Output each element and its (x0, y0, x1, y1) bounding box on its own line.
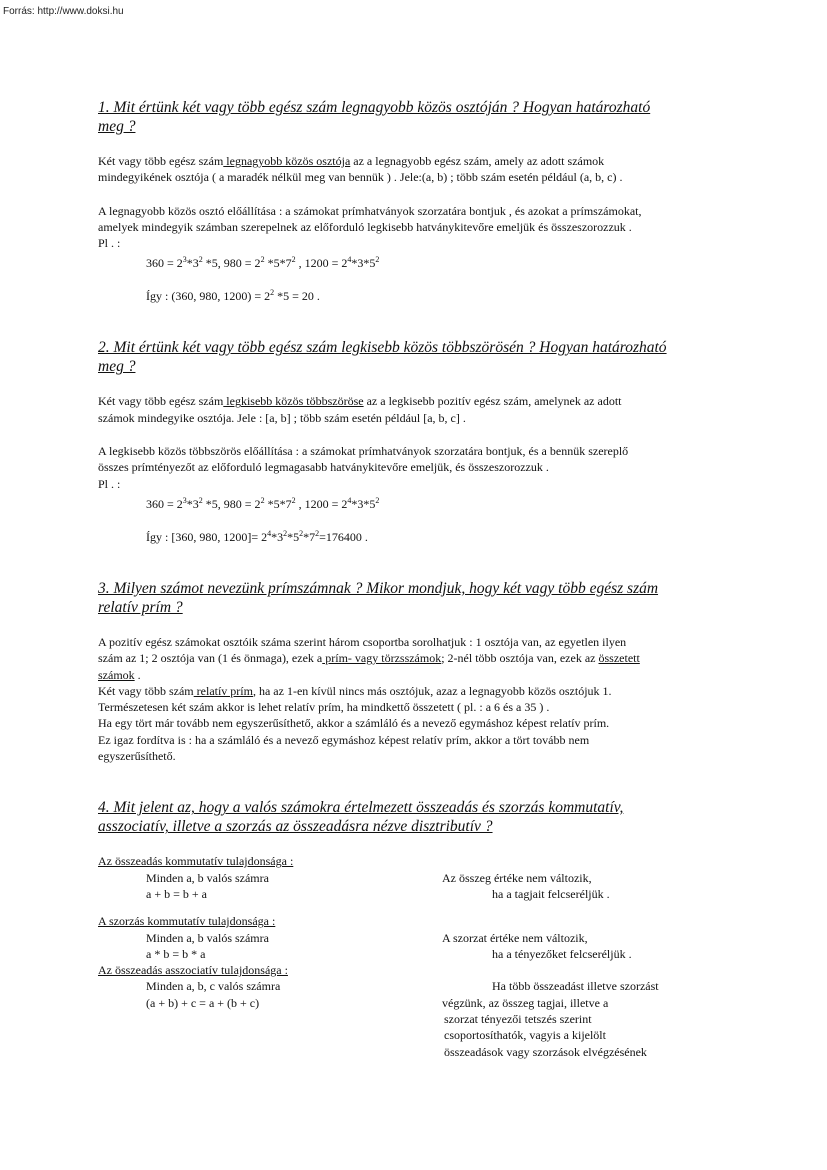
section-2-title: 2. Mit értünk két vagy több egész szám legkisebb közös többszörösén ? Hogyan határozható meg ? (98, 339, 667, 376)
section-1-title: 1. Mit értünk két vagy több egész szám legnagyobb közös osztóján ? Hogyan határozható meg ? (98, 99, 651, 135)
section-3-body: A pozitív egész számokat osztóik száma szerint három csoportba sorolhatjuk : 1 osztója van, az egyetlen ilyen szám az 1; 2 osztója van (1 és önmaga), ezek a prím- vagy törzsszámok; 2-nél több osztója van, ezek az összetett számok . Két vagy több szám relatív prím, ha az 1-en kívül nincs más osztójuk, azaz a legnagyobb közös osztójuk 1. Természetesen két szám akkor is lehet relatív prím, ha mindkettő összetett ( pl. : a 6 és a 35 ) . Ha egy tört már tovább nem egyszerűsíthető, akkor a számláló és a nevező egymáshoz képest relatív prím. Ez igaz fordítva is : ha a számláló és a nevező egymáshoz képest relatív prím, akkor a tört tovább nem egyszerűsíthető. (98, 634, 640, 764)
section-1-definition: Két vagy több egész szám legnagyobb közös osztója az a legnagyobb egész szám, amely az adott számok mindegyikének osztója ( a maradék nélkül meg van bennük ) . Jele:(a, b) ; több szám esetén például (a, b, c) . (98, 154, 623, 185)
property-row: Minden a, b, c valós számra Ha több összeadást illetve szorzást (146, 979, 659, 994)
section-4-title: 4. Mit jelent az, hogy a valós számokra értelmezett összeadás és szorzás kommutatív, asszociatív, illetve a szorzás az összeadásra nézve disztributív ? (98, 799, 624, 836)
property-row: Minden a, b valós számra Az összeg értéke nem változik, (146, 870, 592, 885)
property-row: Minden a, b valós számra A szorzat értéke nem változik, (146, 930, 588, 945)
section-2-formula: $360 = 2^3*3^2$ *5, $980 = 2^2$ $*5*7^2$ , $1200 = 2^4*3*5^2$ (146, 495, 380, 511)
property-heading-mul-commutative: A szorzás kommutatív tulajdonsága : (98, 914, 276, 929)
section-2-method: A legkisebb közös többszörös előállítása : a számokat prímhatványok szorzatára bontjuk, és a bennük szereplő összes prímtényezőt az előforduló legmagasabb hatványkitevőre emeljük, és összeszorozzuk . Pl . : (98, 444, 629, 491)
property-row: (a + b) + c = a + (b + c) végzünk, az összeg tagjai, illetve a (146, 995, 609, 1010)
section-1-result: Így : (360, 980, $1200) = 2^2$ *5 = 20 . (146, 288, 320, 304)
section-2-result: Így : [360, 980, $1200]= 2^4*3^2*5^2*7^2=176400$ . (146, 528, 368, 544)
source-url: Forrás: http://www.doksi.hu (3, 6, 124, 17)
section-2-definition: Két vagy több egész szám legkisebb közös többszöröse az a legkisebb pozitív egész szám, amelynek az adott számok mindegyike osztója. Jele : [a, b] ; több szám esetén például [a, b, c] . (98, 394, 622, 425)
section-1-method: A legnagyobb közös osztó előállítása : a számokat prímhatványok szorzatára bontjuk , és azokat a prímszámokat, amelyek mindegyik számban szerepelnek az előforduló legkisebb hatványkitevőre emeljük és összeszorozzuk . Pl . : (98, 203, 642, 251)
property-heading-add-associative: Az összeadás asszociatív tulajdonsága : (98, 963, 288, 978)
property-row: a * b = b * a ha a tényezőket felcseréljük . (146, 946, 632, 961)
document-page (98, 98, 738, 1060)
property-row: szorzat tényezői tetszés szerint (444, 1012, 592, 1027)
section-1-formula: $360 = 2^3*3^2$ *5, $980 = 2^2$ $*5*7^2$ , $1200 = 2^4*3*5^2$ (146, 255, 380, 271)
property-row: csoportosíthatók, vagyis a kijelölt (444, 1028, 606, 1043)
property-row: összeadások vagy szorzások elvégzésének (444, 1044, 647, 1059)
property-heading-add-commutative: Az összeadás kommutatív tulajdonsága : (98, 854, 294, 869)
section-3-title: 3. Milyen számot nevezünk prímszámnak ? Mikor mondjuk, hogy két vagy több egész szám relatív prím ? (98, 579, 659, 616)
property-row: a + b = b + a ha a tagjait felcseréljük . (146, 886, 610, 901)
